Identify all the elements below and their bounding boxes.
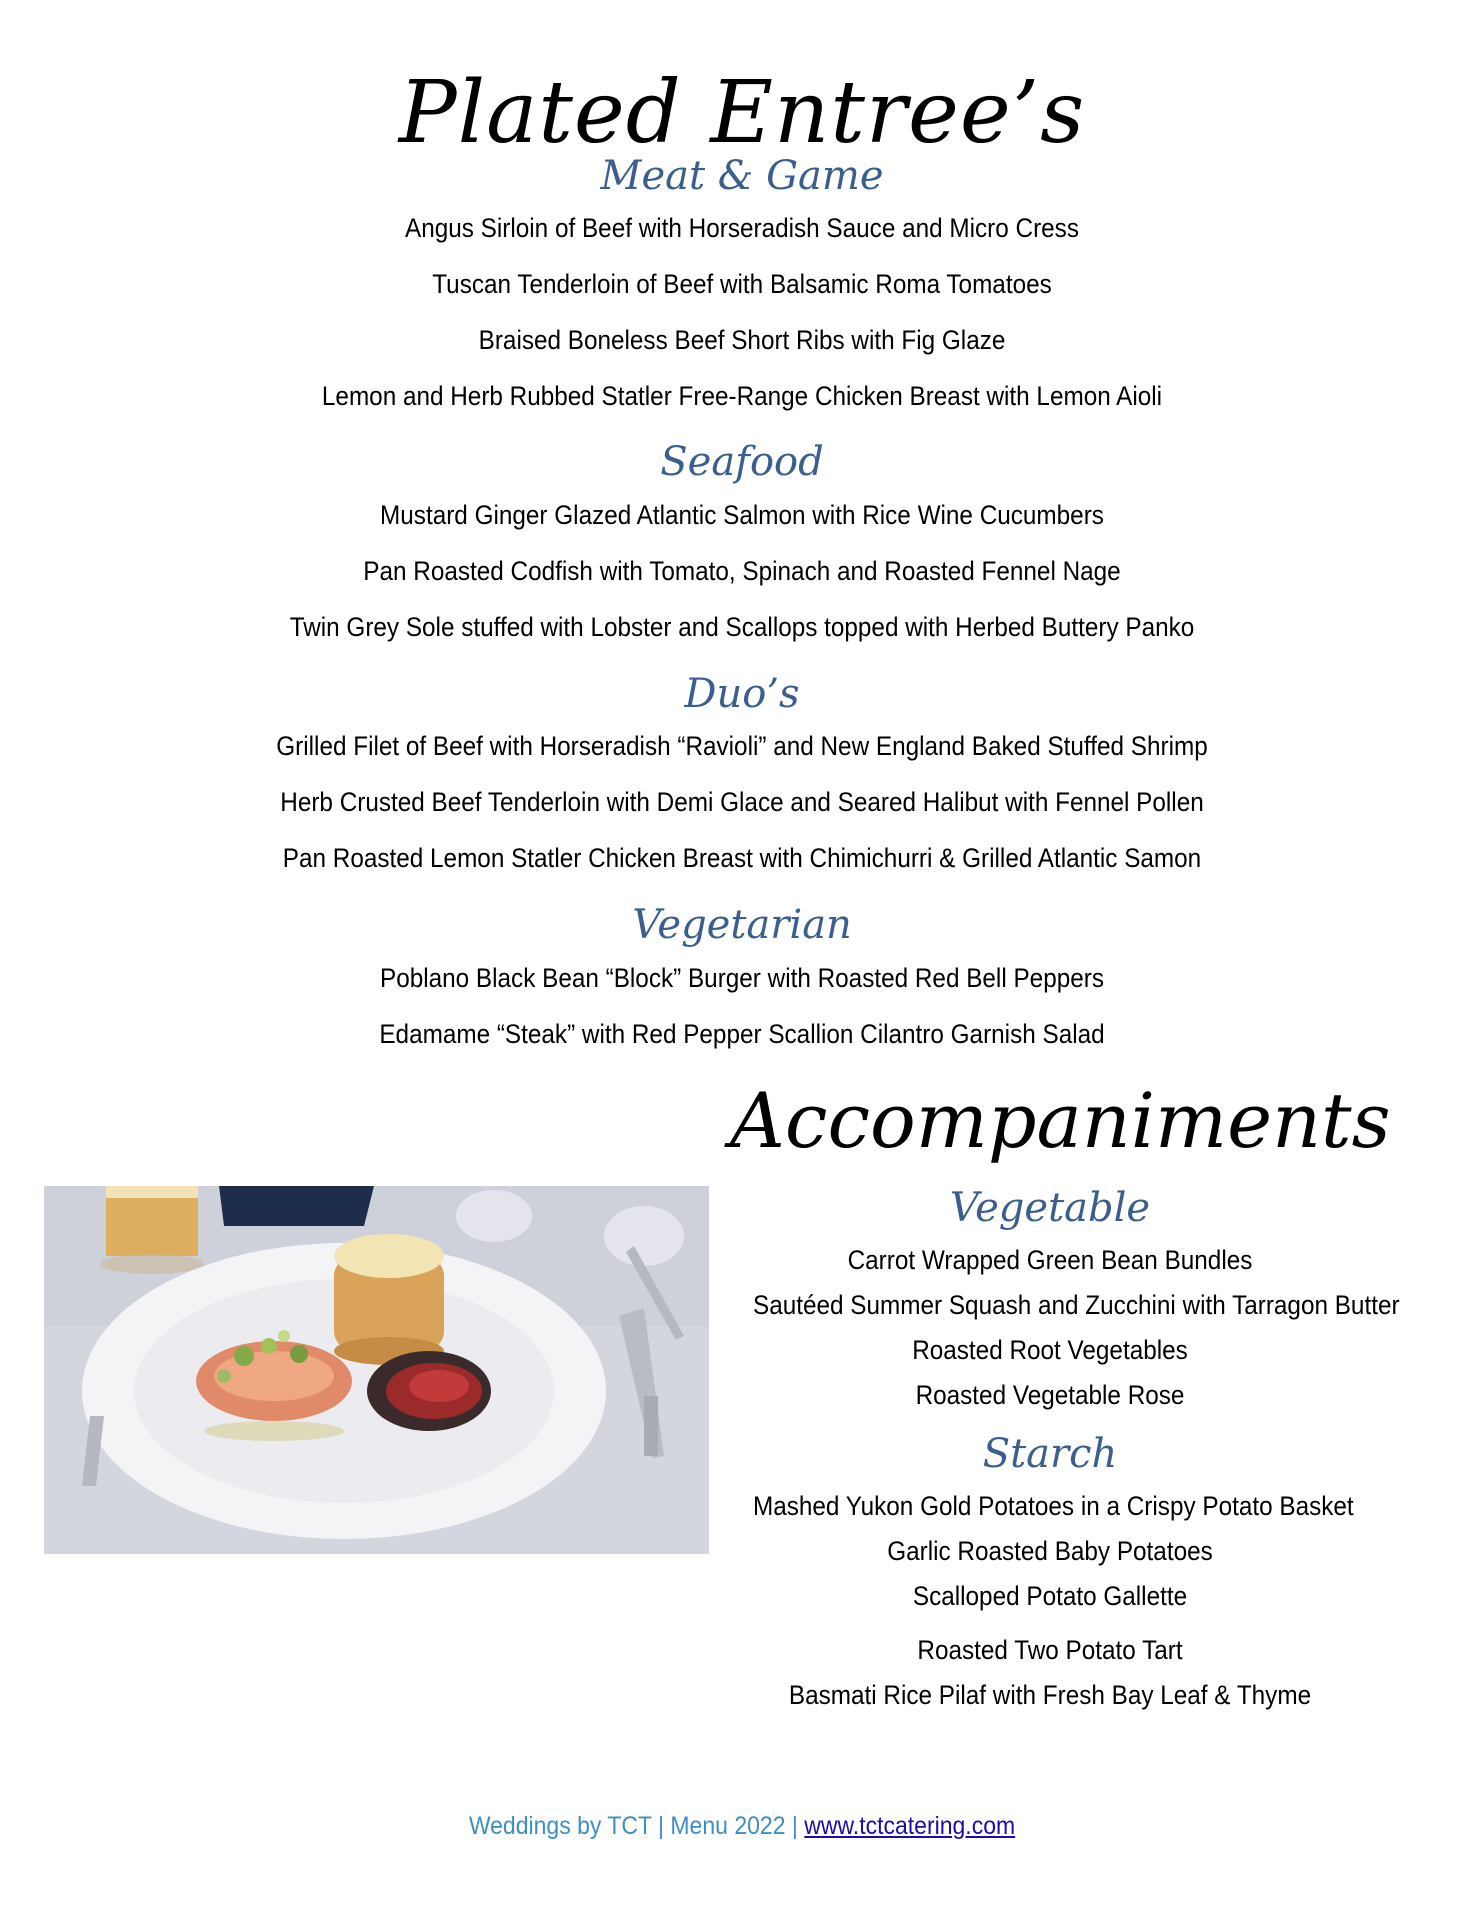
menu-item: Scalloped Potato Gallette [912, 1581, 1188, 1611]
menu-item: Lemon and Herb Rubbed Statler Free-Range Chicken Breast with Lemon Aioli [321, 381, 1163, 411]
menu-item: Poblano Black Bean “Block” Burger with Roasted Red Bell Peppers [380, 963, 1104, 993]
footer-text: Weddings by TCT | Menu 2022 | [468, 1812, 805, 1840]
menu-item: Braised Boneless Beef Short Ribs with Fig Glaze [478, 325, 1006, 355]
plated-dish-illustration [44, 1186, 709, 1554]
section-heading-vegetable: Vegetable [949, 1185, 1151, 1231]
footer [59, 1812, 1424, 1841]
menu-item: Roasted Two Potato Tart [917, 1635, 1183, 1665]
menu-item: Tuscan Tenderloin of Beef with Balsamic Roma Tomatoes [432, 269, 1052, 299]
menu-item: Grilled Filet of Beef with Horseradish “Ravioli” and New England Baked Stuffed Shrimp [276, 731, 1208, 761]
website-link[interactable]: www.tctcatering.com [804, 1812, 1016, 1840]
page-title: Plated Entree’s [398, 63, 1086, 163]
menu-item: Carrot Wrapped Green Bean Bundles [847, 1245, 1253, 1275]
menu-item: Roasted Vegetable Rose [915, 1380, 1185, 1410]
section-heading-seafood: Seafood [660, 439, 824, 485]
section-heading-duos: Duo’s [684, 671, 800, 717]
menu-item: Pan Roasted Codfish with Tomato, Spinach and Roasted Fennel Nage [363, 556, 1121, 586]
section-heading-vegetarian: Vegetarian [632, 902, 852, 948]
menu-item: Basmati Rice Pilaf with Fresh Bay Leaf & Thyme [788, 1680, 1312, 1710]
menu-item: Herb Crusted Beef Tenderloin with Demi Glace and Seared Halibut with Fennel Pollen [280, 787, 1204, 817]
menu-item: Mustard Ginger Glazed Atlantic Salmon with Rice Wine Cucumbers [380, 500, 1104, 530]
menu-item: Edamame “Steak” with Red Pepper Scallion Cilantro Garnish Salad [379, 1019, 1105, 1049]
section-heading-meat-game: Meat & Game [600, 153, 884, 199]
menu-item: Sautéed Summer Squash and Zucchini with Tarragon Butter [753, 1290, 1400, 1320]
menu-item: Angus Sirloin of Beef with Horseradish Sauce and Micro Cress [405, 213, 1079, 243]
menu-item: Twin Grey Sole stuffed with Lobster and Scallops topped with Herbed Buttery Panko [289, 612, 1195, 642]
accompaniments-title: Accompaniments [730, 1076, 1391, 1165]
plated-dish-photo [44, 1186, 709, 1554]
section-heading-starch: Starch [982, 1431, 1118, 1477]
menu-item: Mashed Yukon Gold Potatoes in a Crispy Potato Basket [753, 1491, 1354, 1521]
menu-item: Pan Roasted Lemon Statler Chicken Breast with Chimichurri & Grilled Atlantic Samon [282, 843, 1202, 873]
menu-item: Roasted Root Vegetables [912, 1335, 1188, 1365]
menu-item: Garlic Roasted Baby Potatoes [887, 1536, 1213, 1566]
